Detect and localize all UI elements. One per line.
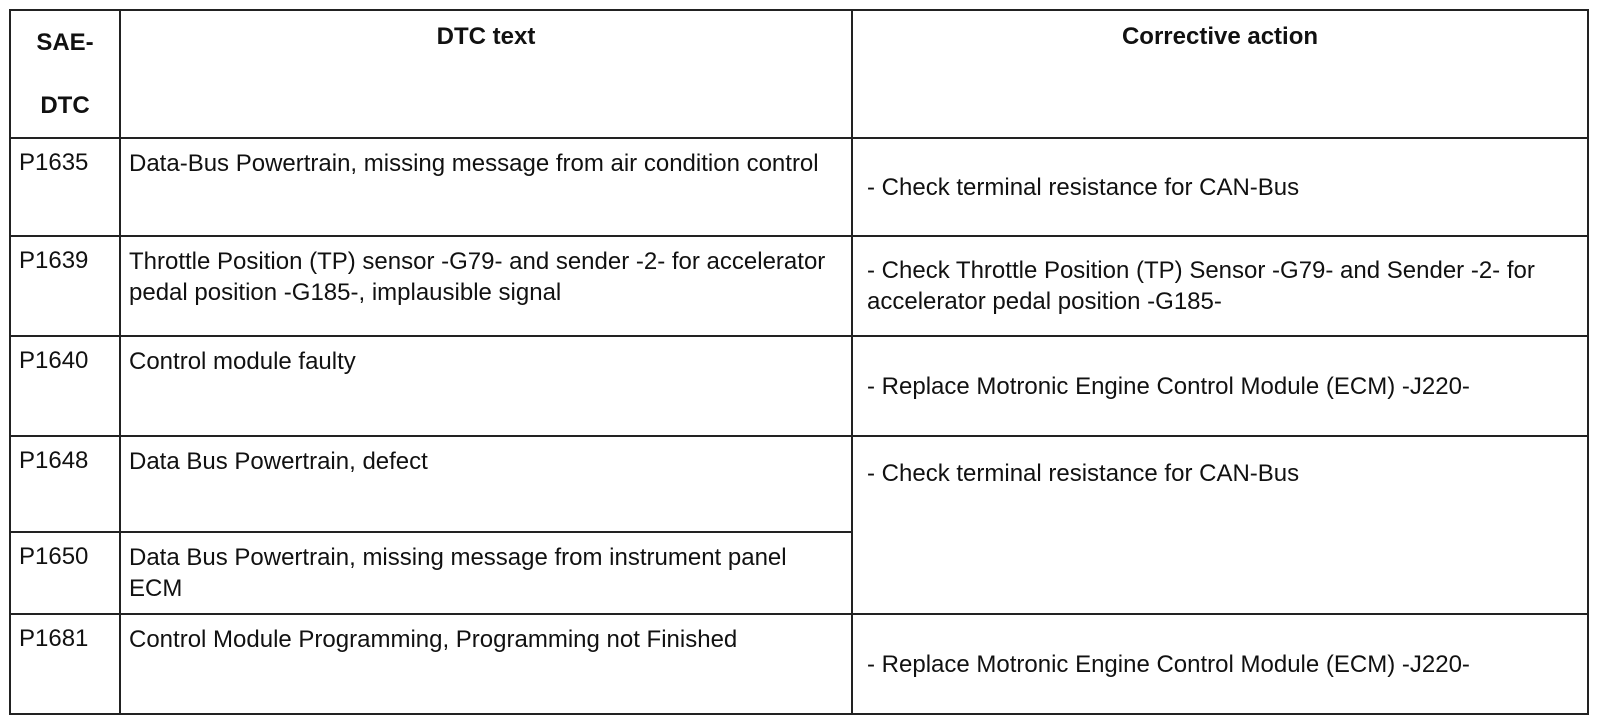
table-row: [10, 138, 1588, 236]
dtc-code: P1639: [10, 236, 120, 336]
dtc-text: Data-Bus Powertrain, missing message from air condition control: [120, 138, 852, 236]
corrective-action: - Check Throttle Position (TP) Sensor -G79- and Sender -2- for accelerator pedal position -G185-: [852, 236, 1588, 336]
table-row: [10, 614, 1588, 714]
corrective-action: - Replace Motronic Engine Control Module (ECM) -J220-: [852, 336, 1588, 436]
dtc-text: Data Bus Powertrain, defect: [120, 436, 852, 532]
table-row: [10, 236, 1588, 336]
table-row: [10, 336, 1588, 436]
dtc-table: [9, 9, 1589, 715]
header-corrective-action: Corrective action: [852, 10, 1588, 138]
dtc-text: Control module faulty: [120, 336, 852, 436]
dtc-code: P1635: [10, 138, 120, 236]
dtc-code: P1681: [10, 614, 120, 714]
table-header-row: [10, 10, 1588, 138]
header-sae-dtc-line1: SAE-: [36, 29, 94, 56]
dtc-code: P1640: [10, 336, 120, 436]
corrective-action: - Check terminal resistance for CAN-Bus: [852, 436, 1588, 614]
header-sae-dtc-line2: DTC: [40, 92, 90, 119]
dtc-code: P1648: [10, 436, 120, 532]
dtc-code: P1650: [10, 532, 120, 614]
corrective-action: - Replace Motronic Engine Control Module (ECM) -J220-: [852, 614, 1588, 714]
header-sae-dtc: [10, 10, 120, 138]
header-dtc-text: DTC text: [120, 10, 852, 138]
corrective-action: - Check terminal resistance for CAN-Bus: [852, 138, 1588, 236]
dtc-text: Throttle Position (TP) sensor -G79- and sender -2- for accelerator pedal position -G185-, implausible signal: [120, 236, 852, 336]
table-row: [10, 436, 1588, 532]
dtc-text: Data Bus Powertrain, missing message from instrument panel ECM: [120, 532, 852, 614]
dtc-text: Control Module Programming, Programming not Finished: [120, 614, 852, 714]
